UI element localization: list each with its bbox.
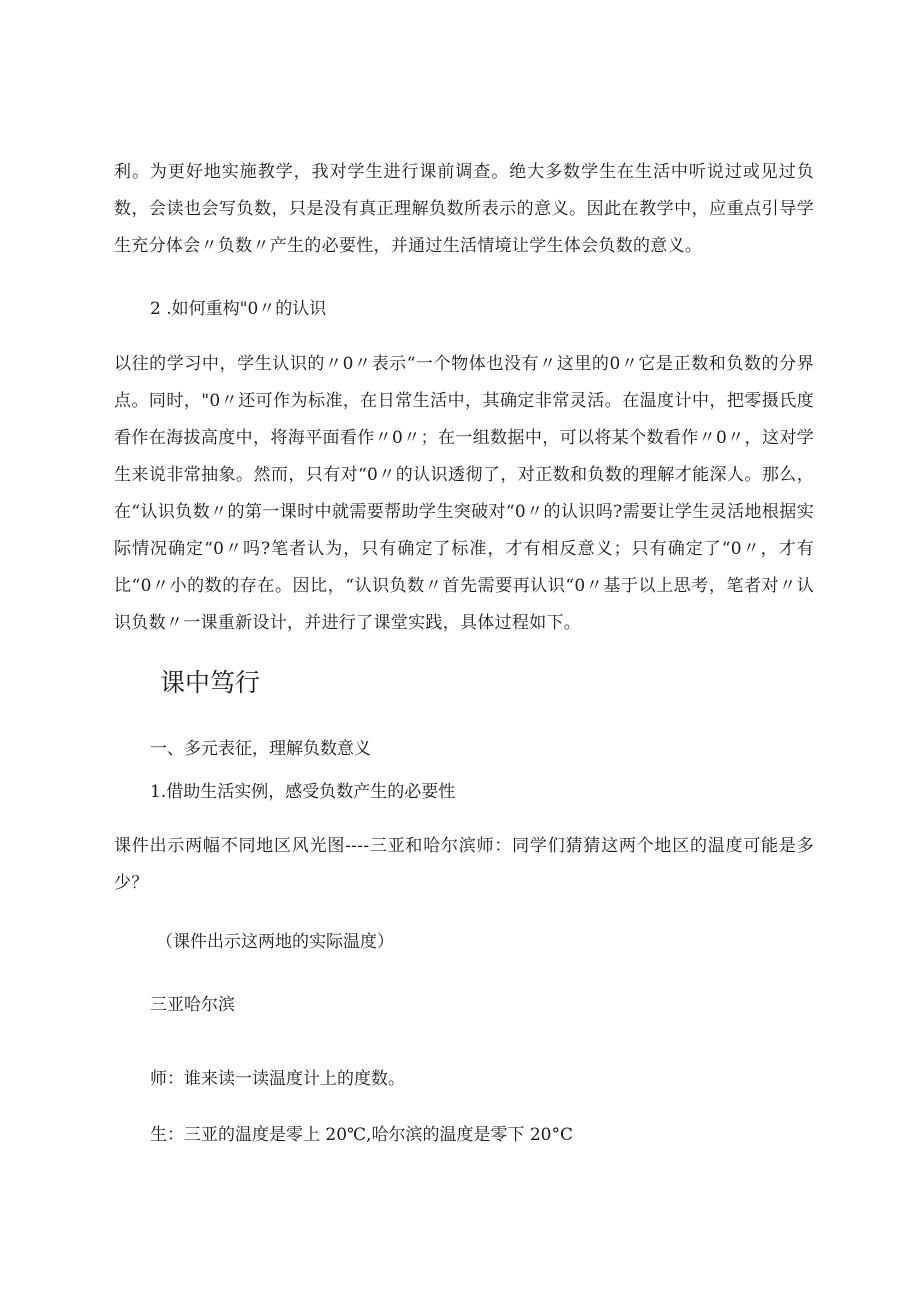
city-labels: 三亚哈尔滨 <box>150 995 235 1015</box>
intro-paragraph: 利。为更好地实施教学，我对学生进行课前调查。绝大多数学生在生活中听说过或见过负数，会读也会写负数，只是没有真正理解负数所表示的意义。因此在教学中，应重点引导学生充分体会〃负数〃产生的必要性，并通过生活情境让学生体会负数的意义。 <box>114 162 814 256</box>
subheading-life-examples: 1.借助生活实例，感受负数产生的必要性 <box>150 782 456 802</box>
section-title: 课中笃行 <box>160 668 261 697</box>
subheading-multi-representation: 一、多元表征，理解负数意义 <box>150 739 371 759</box>
subheading-how-to-rebuild-zero: 2 .如何重构"0〃的认识 <box>150 299 327 319</box>
zero-concept-paragraph: 以往的学习中，学生认识的〃0〃表示“一个物体也没有〃这里的0〃它是正数和负数的分界点。同时，"0〃还可作为标准，在日常生活中，其确定非常灵活。在温度计中，把零摄氏度看作在海拔高度中，将海平面看作〃0〃；在一组数据中，可以将某个数看作〃0〃，这对学生来说非常抽象。然而，只有对“0〃的认识透彻了，对正数和负数的理解才能深人。那么，在“认识负数〃的第一课时中就需要帮助学生突破对“0〃的认识吗?需要让学生灵活地根据实际情况确定“0〃吗?笔者认为，只有确定了标准，才有相反意义；只有确定了“0〃，才有比“0〃小的数的存在。因比，“认识负数〃首先需要再认识“0〃基于以上思考，笔者对〃认识负数〃一课重新设计，并进行了课堂实践，具体过程如下。 <box>114 354 814 633</box>
teacher-line: 师：谁来读一读温度计上的度数。 <box>150 1069 405 1089</box>
student-line: 生：三亚的温度是零上 20℃,哈尔滨的温度是零下 20°C <box>150 1125 573 1145</box>
courseware-note: （课件出示这两地的实际温度） <box>156 932 394 952</box>
courseware-paragraph: 课件出示两幅不同地区风光图----三亚和哈尔滨师：同学们猜猜这两个地区的温度可能是多少？ <box>114 836 814 893</box>
